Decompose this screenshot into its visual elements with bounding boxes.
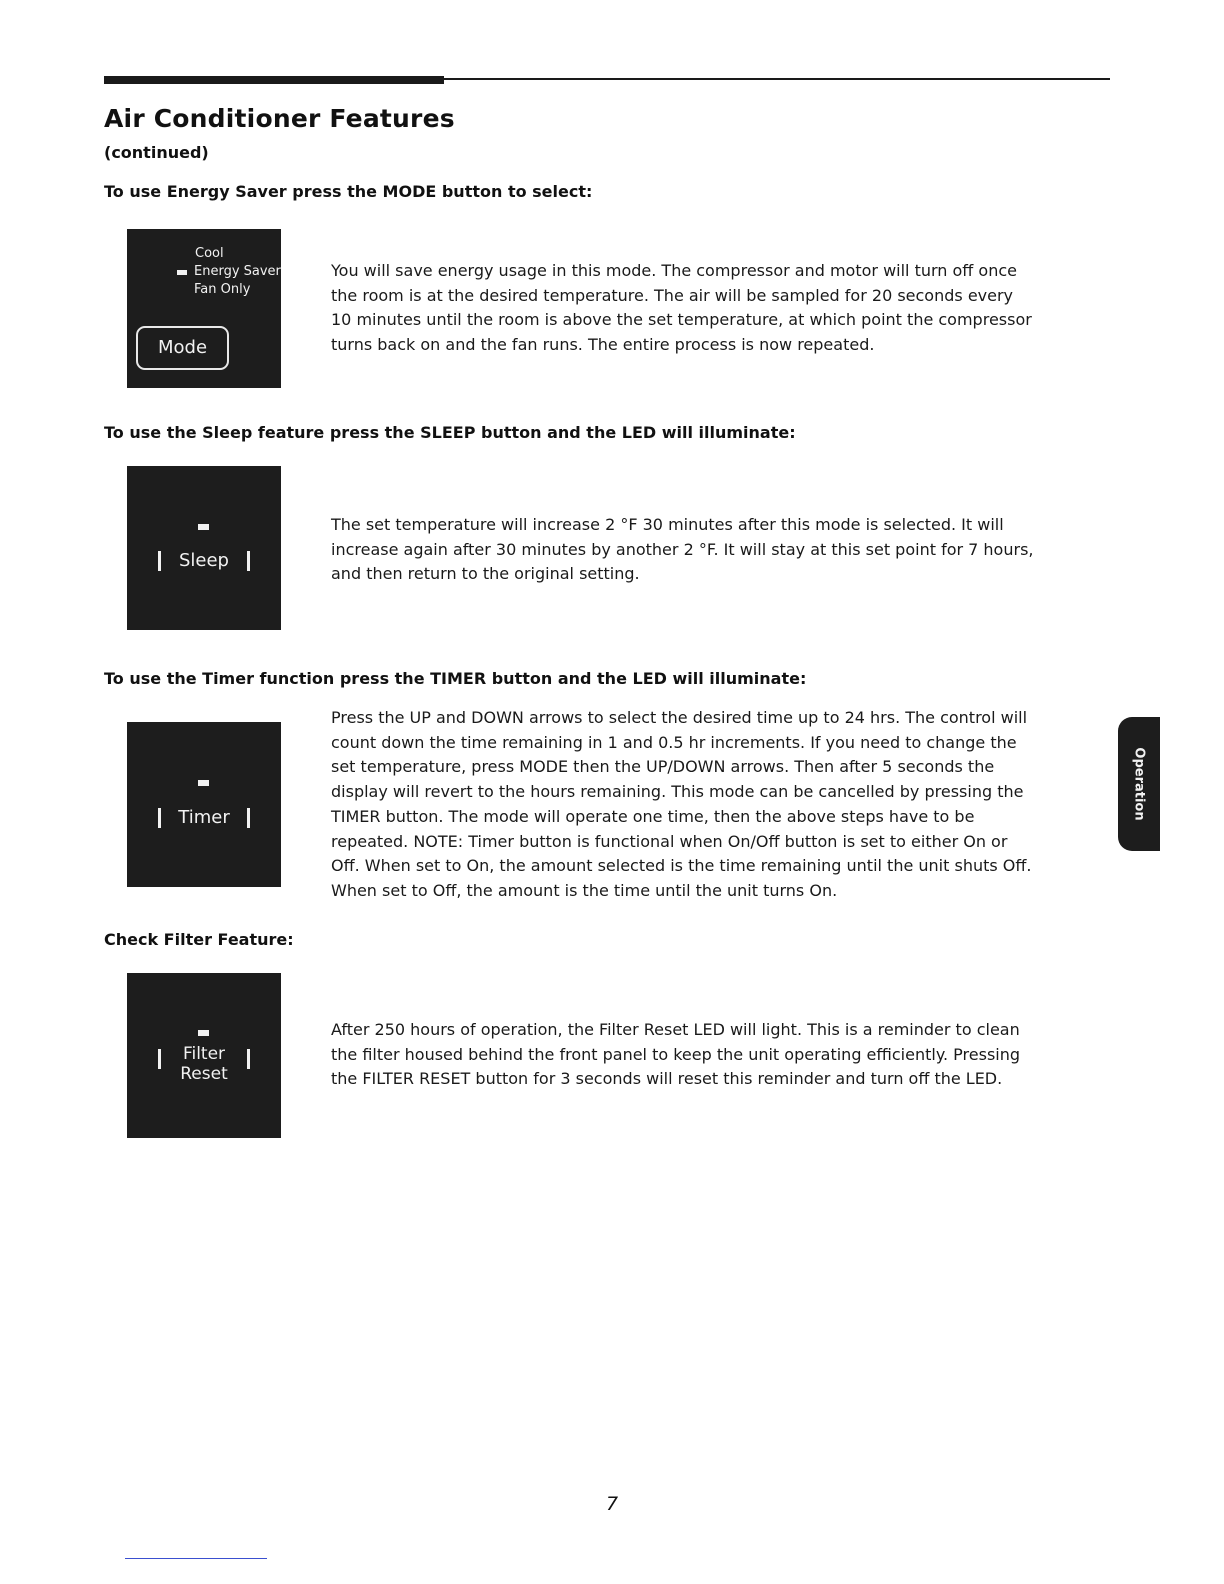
filter-control-panel[interactable]: [127, 973, 281, 1138]
mode-options-list: [127, 245, 281, 299]
timer-led-indicator: [198, 780, 209, 786]
filter-reset-led-indicator: [198, 1030, 209, 1036]
mode-option-fan-only: Fan Only: [194, 282, 251, 297]
filter-button-right-bar: [247, 1049, 250, 1069]
header-rule-accent: [104, 76, 444, 84]
page-subtitle: (continued): [104, 143, 209, 162]
timer-button-left-bar: [158, 808, 161, 828]
mode-option-cool: Cool: [195, 246, 224, 261]
filter-button-label-line2: Reset: [180, 1064, 228, 1084]
page-title: Air Conditioner Features: [104, 104, 455, 133]
timer-button-label: Timer: [178, 807, 230, 828]
energy-saver-led-indicator: [177, 270, 187, 275]
footer-link-line: [125, 1558, 267, 1559]
operation-section-tab[interactable]: [1118, 717, 1160, 851]
timer-description: Press the UP and DOWN arrows to select the desired time up to 24 hrs. The control will count down the time remaining in 1 and 0.5 hr increments. If you need to change the set temperature, press MODE then the UP/DOWN arrows. Then after 5 seconds the display will revert to the hours remaining. This mode can be cancelled by pressing the TIMER button. The mode will operate one time, then the above steps have to be repeated. NOTE: Timer button is functional when On/Off button is set to either On or Off. When set to On, the amount selected is the time remaining until the unit shuts Off. When set to Off, the amount is the time until the unit turns On.: [331, 708, 1032, 900]
filter-heading: Check Filter Feature:: [104, 930, 294, 949]
sleep-button-label: Sleep: [178, 550, 229, 571]
timer-heading: To use the Timer function press the TIMER button and the LED will illuminate:: [104, 669, 807, 688]
energy-saver-description: You will save energy usage in this mode. The compressor and motor will turn off once the room is at the desired temperature. The air will be sampled for 20 seconds every 10 minutes until the room is above the set temperature, at which point the compressor turns back on and the fan runs. The entire process is now repeated.: [331, 261, 1032, 355]
sleep-button-right-bar: [247, 551, 250, 571]
mode-option-energy-saver-label: Energy Saver: [194, 264, 281, 279]
operation-tab-label: Operation: [1131, 747, 1147, 821]
mode-button[interactable]: Mode: [136, 326, 229, 370]
sleep-led-indicator: [198, 524, 209, 530]
mode-control-panel: [127, 229, 281, 388]
timer-button-right-bar: [247, 808, 250, 828]
sleep-control-panel[interactable]: [127, 466, 281, 630]
filter-button-label-line1: Filter: [182, 1044, 226, 1064]
sleep-button-left-bar: [158, 551, 161, 571]
page-number: 7: [605, 1493, 619, 1515]
sleep-heading: To use the Sleep feature press the SLEEP button and the LED will illuminate:: [104, 423, 796, 442]
energy-saver-heading: To use Energy Saver press the MODE button to select:: [104, 182, 593, 201]
mode-option-energy-saver: [127, 263, 281, 281]
filter-button-left-bar: [158, 1049, 161, 1069]
sleep-description: The set temperature will increase 2 °F 30 minutes after this mode is selected. It will increase again after 30 minutes by another 2 °F. It will stay at this set point for 7 hours, and then return to the original setting.: [331, 515, 1034, 584]
filter-description: After 250 hours of operation, the Filter Reset LED will light. This is a reminder to clean the filter housed behind the front panel to keep the unit operating efficiently. Pressing the FILTER RESET button for 3 seconds will reset this reminder and turn off the LED.: [331, 1020, 1021, 1089]
timer-control-panel[interactable]: [127, 722, 281, 887]
